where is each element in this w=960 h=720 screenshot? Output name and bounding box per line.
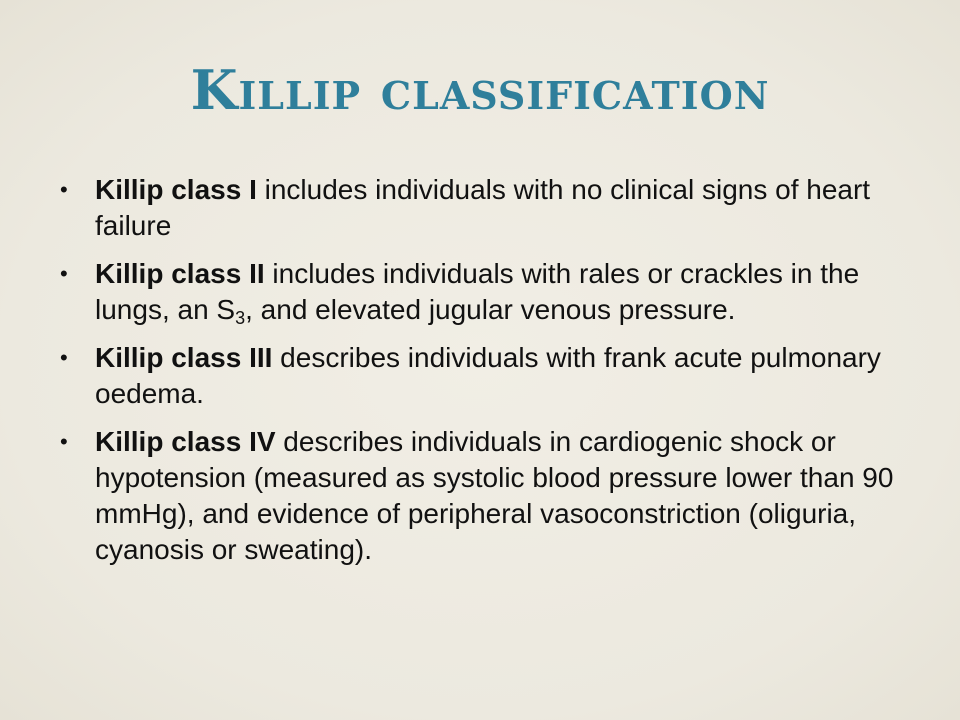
bullet-text-continued: , and elevated jugular venous pressure. bbox=[245, 294, 736, 325]
subscript: 3 bbox=[235, 308, 246, 328]
bullet-item-class-4 bbox=[60, 424, 910, 568]
bullet-item-class-3 bbox=[60, 340, 910, 412]
bullet-icon: • bbox=[60, 261, 68, 286]
bullet-term: Killip class IV bbox=[95, 426, 276, 457]
bullet-icon: • bbox=[60, 345, 68, 370]
bullet-icon: • bbox=[60, 177, 68, 202]
bullet-text: describes individuals with frank acute pulmonary oedema. bbox=[95, 342, 881, 409]
bullet-list bbox=[60, 172, 910, 580]
bullet-text: includes individuals with rales or crackles in the lungs, an S bbox=[95, 258, 860, 325]
bullet-icon: • bbox=[60, 429, 68, 454]
bullet-text: includes individuals with no clinical signs of heart failure bbox=[95, 174, 871, 241]
bullet-term: Killip class III bbox=[95, 342, 273, 373]
slide-title: Killip classification bbox=[190, 58, 770, 122]
bullet-item-class-1 bbox=[60, 172, 910, 244]
bullet-item-class-2 bbox=[60, 256, 910, 328]
bullet-term: Killip class II bbox=[95, 258, 265, 289]
bullet-term: Killip class I bbox=[95, 174, 257, 205]
bullet-text: describes individuals in cardiogenic shock or hypotension (measured as systolic blood pressure lower than 90 mmHg), and evidence of peripheral vasoconstriction (oliguria, cyanosis or sweating). bbox=[95, 426, 894, 565]
